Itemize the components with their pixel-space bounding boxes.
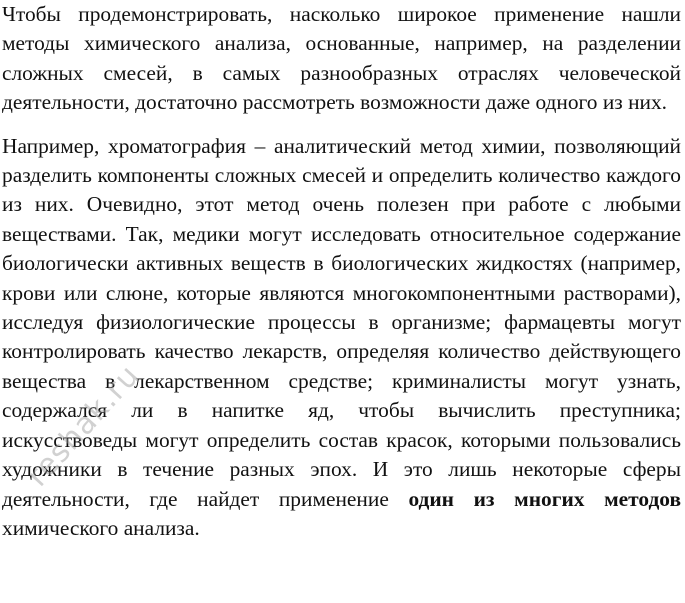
- bold-emphasis-text: один из многих методов: [408, 486, 681, 511]
- watermark-logo: reshak.ru: [20, 358, 147, 494]
- paragraph-chromatography: [2, 132, 681, 544]
- paragraph-intro: Чтобы продемонстрировать, насколько широкое применение нашли методы химического анализа, основанные, например, на разделении сложных смесей, в самых разнообразных отраслях человеческой деятельности, достаточно рассмотреть возможности даже одного из них.: [2, 2, 681, 115]
- paragraph-body-text: Например, хроматография – аналитический метод химии, позволяющий разделить компоненты сложных смесей и определить количество каждого из них. Очевидно, этот метод очень полезен при работе с любыми веществами. Так, медики могут исследовать относительное содержание биологически активных веществ в биологических жидкостях (например, крови или слюне, которые являются многокомпонентными растворами), исследуя физиологические процессы в организме; фармацевты могут контролировать качество лекарств, определяя количество действующего вещества в лекарственном средстве; криминалисты могут узнать, содержался ли в напитке яд, чтобы вычислить преступника; искусствоведы могут определить состав красок, которыми пользовались художники в течение разных эпох. И это лишь некоторые сферы деятельности, где найдет применение: [2, 133, 681, 511]
- paragraph-ending-text: химического анализа.: [2, 515, 200, 540]
